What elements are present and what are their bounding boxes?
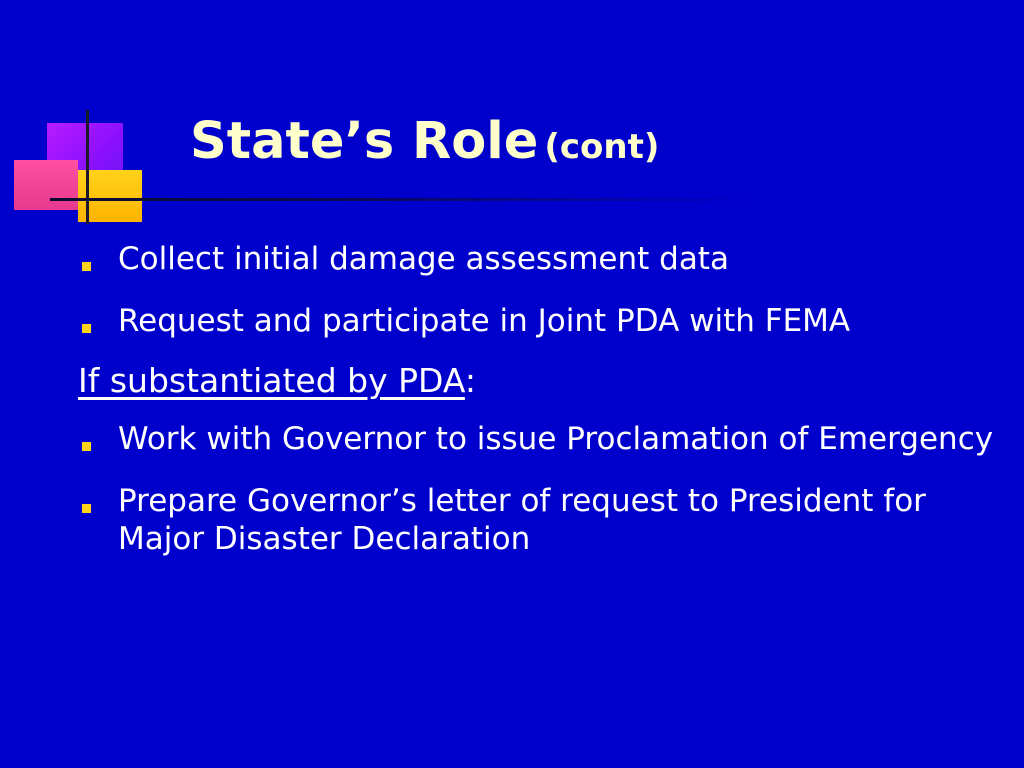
square-bullet-icon	[82, 262, 91, 271]
subheading-suffix: :	[464, 361, 476, 400]
slide-content	[78, 240, 998, 582]
bullet-text: Prepare Governor’s letter of request to President for Major Disaster Declaration	[118, 483, 926, 557]
title-suffix: (cont)	[544, 127, 660, 167]
square-bullet-icon	[82, 442, 91, 451]
slide-title	[190, 112, 659, 171]
subheading	[78, 362, 998, 400]
title-text: State’s Role	[190, 112, 539, 171]
vertical-line-decoration	[86, 110, 89, 224]
horizontal-line-decoration	[50, 198, 750, 201]
bullet-item	[78, 240, 998, 278]
bullet-text: Work with Governor to issue Proclamation of Emergency	[118, 421, 994, 457]
bullet-text: Collect initial damage assessment data	[118, 241, 729, 277]
pink-square-decoration	[14, 160, 78, 210]
bullet-item	[78, 302, 998, 340]
subheading-underlined-text: If substantiated by PDA	[78, 361, 465, 400]
square-bullet-icon	[82, 324, 91, 333]
bullet-text: Request and participate in Joint PDA with FEMA	[118, 303, 851, 339]
bullet-item	[78, 482, 998, 558]
bullet-item	[78, 420, 998, 458]
square-bullet-icon	[82, 504, 91, 513]
